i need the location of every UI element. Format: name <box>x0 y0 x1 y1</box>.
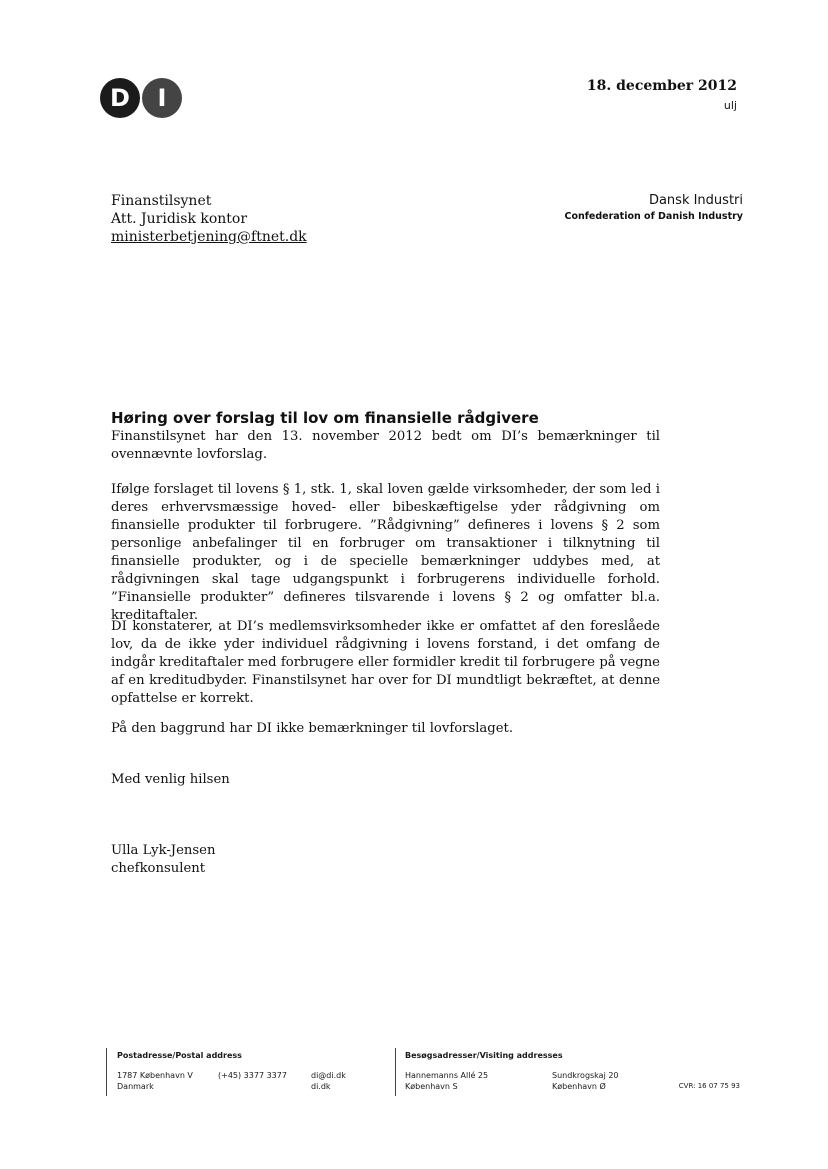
closing-line: Med venlig hilsen <box>111 772 230 787</box>
visiting-address-2 <box>552 1070 619 1092</box>
postal-line-2: Danmark <box>117 1082 154 1091</box>
visiting-heading: Besøgsadresser/Visiting addresses <box>405 1051 563 1060</box>
recipient-block <box>111 192 307 246</box>
visit2-line-1: Sundkrogskaj 20 <box>552 1071 619 1080</box>
paragraph-3 <box>111 618 660 708</box>
recipient-department: Att. Juridisk kontor <box>111 211 248 227</box>
paragraph-2-text: Ifølge forslaget til lovens § 1, stk. 1, skal loven gælde virksomheder, der som led i deres erhvervsmæssige hoved- eller bibeskæftigelse yder rådgivning om finansielle produkter til forbrugere. ”Rådgivning” defineres i lovens § 2 som personlige anbefalinger til en forbruger om transaktioner i tilknytning til finansielle produkter, og i de specielle bemærkninger uddybes med, at rådgivningen skal tage udgangspunkt i forbrugerens individuelle forhold. ”Finansielle produkter” defineres tilsvarende i lovens § 2 og omfatter bl.a. kreditaftaler. <box>111 482 660 623</box>
footer-divider-left <box>106 1048 107 1096</box>
sender-name: Dansk Industri <box>648 193 743 208</box>
visit1-line-1: Hannemanns Allé 25 <box>405 1071 489 1080</box>
footer-divider-middle <box>395 1048 396 1096</box>
postal-line-1: 1787 København V <box>117 1071 193 1080</box>
letter-heading: Høring over forslag til lov om finansielle rådgivere <box>111 409 539 427</box>
visit1-line-2: København S <box>405 1082 458 1091</box>
footer-email-link[interactable]: di@di.dk <box>311 1071 346 1080</box>
logo-letter-d: D <box>100 78 140 118</box>
postal-heading: Postadresse/Postal address <box>117 1051 242 1060</box>
postal-address <box>117 1070 193 1092</box>
sender-subtitle: Confederation of Danish Industry <box>564 211 743 222</box>
footer-phone: (+45) 3377 3377 <box>218 1071 287 1080</box>
visiting-address-1 <box>405 1070 488 1092</box>
footer-contact <box>311 1070 346 1092</box>
signature-title: chefkonsulent <box>111 861 206 876</box>
recipient-name: Finanstilsynet <box>111 193 212 209</box>
signature-name: Ulla Lyk-Jensen <box>111 843 216 858</box>
paragraph-3-text: DI konstaterer, at DI’s medlemsvirksomheder ikke er omfattet af den foreslåede lov, da de ikke yder individuel rådgivning i lovens forstand, i det omfang de indgår kreditaftaler med forbrugere eller formidler kredit til forbrugere på vegne af en kreditudbyder. Finanstilsynet har over for DI mundtligt bekræftet, at denne opfattelse er korrekt. <box>111 619 660 706</box>
paragraph-2 <box>111 481 660 625</box>
signature-block <box>111 842 215 878</box>
letter-date: 18. december 2012 <box>586 78 737 94</box>
paragraph-4-text: På den baggrund har DI ikke bemærkninger til lovforslaget. <box>111 721 514 736</box>
visit2-line-2: København Ø <box>552 1082 606 1091</box>
logo-letter-i: I <box>142 78 182 118</box>
footer-cvr: CVR: 16 07 75 93 <box>678 1082 740 1090</box>
sender-block <box>564 192 743 224</box>
di-logo <box>100 78 184 118</box>
paragraph-1 <box>111 428 660 464</box>
author-initials: ulj <box>723 99 737 112</box>
recipient-email-link[interactable]: ministerbetjening@ftnet.dk <box>111 229 307 245</box>
footer-web-link[interactable]: di.dk <box>311 1082 331 1091</box>
paragraph-4 <box>111 720 660 738</box>
paragraph-1-text: Finanstilsynet har den 13. november 2012 bedt om DI’s bemærkninger til ovennævnte lovforslag. <box>111 429 660 462</box>
